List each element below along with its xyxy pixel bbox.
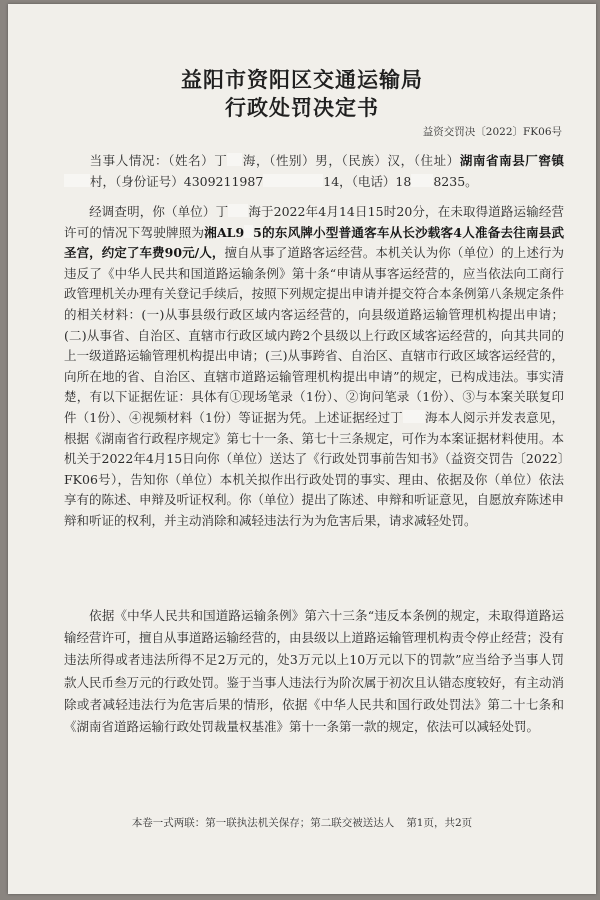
facts-s1: 经调查明，你（单位）丁 [89, 204, 229, 219]
issuing-authority-title: 益阳市资阳区交通运输局 [181, 68, 423, 92]
decision-text: 依据《中华人民共和国道路运输条例》第六十三条“违反本条例的规定，未取得道路运输经营许可，擅自从事道路运输经营的，由县级以上道路运输管理机构责令停止经营；没有违法所得或者违法所得不足2万元的，处3万元以上10万元以下的罚款”应当给予当事人罚款人民币叁万元的行政处罚。鉴于当事人违法行为阶次属于初次且认错态度较好，有主动消除或者减轻违法行为危害后果的情形，依据《中华人民共和国行政处罚法》第二十七条和《湖南省道路运输行政处罚裁量权基准》第十一条第一款的规定，依法可以减轻处罚。 [64, 608, 565, 735]
party-id-end: 14，（电话）18 [323, 173, 412, 189]
redaction-block [403, 410, 425, 423]
decision-paragraph [64, 605, 564, 738]
facts-s3: 擅自从事了道路客运经营。本机关认为你（单位）的上述行为违反了《中华人民共和国道路运输条例》第十条“申请从事客运经营的，应当依法向工商行政管理机关办理有关登记手续后，按照下列规定提出申请并提交符合本条例第八条规定条件的相关材料：(一)从事县级行政区域内客运经营的，向县级道路运输管理机构提出申请；(二)从事省、自治区、直辖市行政区域内跨2个县级以上行政区域客运经营的，向其共同的上一级道路运输管理机构提出申请；(三)从事跨省、自治区、直辖市行政区域客运经营的，向所在地的省、自治区、直辖市道路运输管理机构提出申请”的规定，已构成违法。事实清楚，有以下证据佐证：具体有①现场笔录（1份）、②询问笔录（1份）、③与本案关联复印件（1份）、④视频材料（1份）等证据为凭。上述证据经过丁 [64, 245, 565, 425]
redaction-block [411, 174, 433, 187]
document-page [8, 4, 596, 894]
redaction-block [227, 153, 242, 166]
party-information [64, 151, 564, 192]
document-number: 益资交罚决〔2022〕FK06号 [422, 126, 562, 138]
redaction-block [244, 225, 253, 238]
document-title: 行政处罚决定书 [225, 96, 379, 120]
party-given: 海，（性别）男，（民族）汉，（住址） [242, 153, 460, 168]
party-phone-end: 8235。 [433, 173, 478, 189]
facts-s2: 海于2022年4月14日15时20分，在未取得道路运输经营许可的情况下驾驶牌照为 [64, 204, 564, 240]
redaction-block [64, 174, 90, 187]
vehicle-plate-start: 湘AL9 [204, 224, 245, 240]
page-footer [8, 815, 596, 830]
vehicle-and-trip: 5的东风牌小型普通客车从长沙载客4人准备去往南县武圣宫，约定了车费90元/人， [64, 224, 564, 261]
copies-note: 本卷一式两联：第一联执法机关保存；第二联交被送达人 [131, 817, 395, 829]
party-address: 湖南省南县厂窖镇 [459, 153, 564, 168]
party-lead: 当事人情况：（姓名）丁 [89, 153, 228, 168]
party-village-id: 村，（身份证号）4309211987 [90, 173, 264, 189]
facts-s4: 海本人阅示并发表意见，根据《湖南省行政程序规定》第七十一条、第七十三条规定，可作为本案证据材料使用。本机关于2022年4月15日向你（单位）送达了《行政处罚事前告知书》（益资交罚告〔2022〕FK06号），告知你（单位）本机关拟作出行政处罚的事实、理由、依据及你（单位）依法享有的陈述、申辩及听证权利。你（单位）提出了陈述、申辩和听证意见，自愿放弃陈述申辩和听证的权利，并主动消除和减轻违法行为为危害后果，请求减轻处罚。 [64, 409, 565, 528]
page-number: 第1页，共2页 [406, 817, 473, 829]
facts-paragraph [64, 202, 564, 532]
redaction-block [263, 174, 323, 187]
redaction-block [228, 204, 248, 217]
